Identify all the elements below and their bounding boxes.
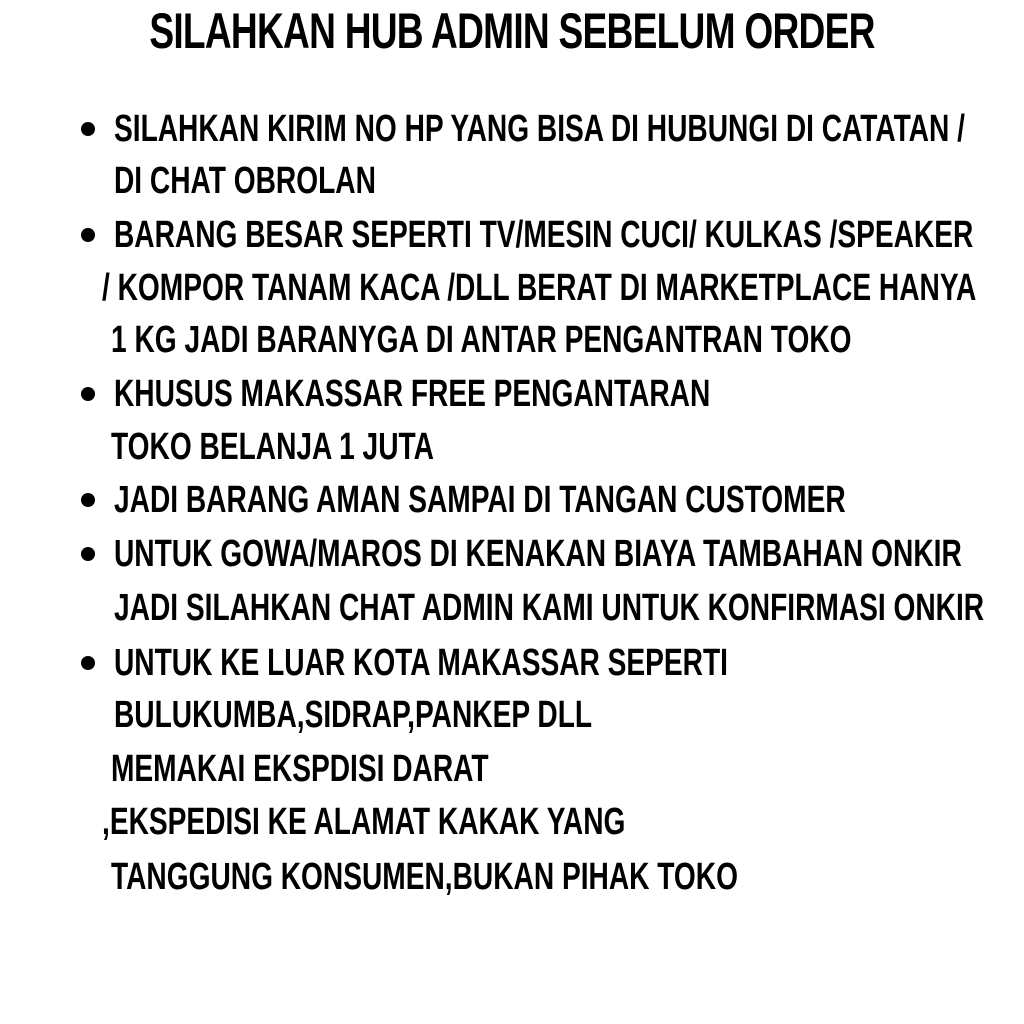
bullet-icon <box>81 547 95 561</box>
list-item-line: BARANG BESAR SEPERTI TV/MESIN CUCI/ KULKAS /SPEAKER <box>114 214 974 256</box>
list-item-line: TANGGUNG KONSUMEN,BUKAN PIHAK TOKO <box>111 856 738 898</box>
list-item-line: 1 KG JADI BARANYGA DI ANTAR PENGANTRAN TOKO <box>111 319 852 361</box>
list-item-line: ,EKSPEDISI KE ALAMAT KAKAK YANG <box>102 801 626 843</box>
bullet-icon <box>81 493 95 507</box>
bullet-icon <box>81 228 95 242</box>
list-item-line: TOKO BELANJA 1 JUTA <box>111 426 434 468</box>
list-item-line: / KOMPOR TANAM KACA /DLL BERAT DI MARKETPLACE HANYA <box>102 267 977 309</box>
list-item-line: JADI BARANG AMAN SAMPAI DI TANGAN CUSTOMER <box>114 479 846 521</box>
list-item-line: JADI SILAHKAN CHAT ADMIN KAMI UNTUK KONFIRMASI ONKIR <box>114 587 985 629</box>
bullet-icon <box>81 387 95 401</box>
list-item-line: KHUSUS MAKASSAR FREE PENGANTARAN <box>114 373 711 415</box>
list-item-line: MEMAKAI EKSPDISI DARAT <box>111 748 489 790</box>
list-item-line: DI CHAT OBROLAN <box>114 160 376 202</box>
bullet-icon <box>81 656 95 670</box>
list-item-line: BULUKUMBA,SIDRAP,PANKEP DLL <box>114 694 593 736</box>
bullet-icon <box>81 122 95 136</box>
list-item-line: SILAHKAN KIRIM NO HP YANG BISA DI HUBUNGI DI CATATAN / <box>114 108 965 150</box>
list-item-line: UNTUK GOWA/MAROS DI KENAKAN BIAYA TAMBAHAN ONKIR <box>114 533 962 575</box>
list-item-line: UNTUK KE LUAR KOTA MAKASSAR SEPERTI <box>114 642 728 684</box>
page-title: SILAHKAN HUB ADMIN SEBELUM ORDER <box>149 3 875 59</box>
